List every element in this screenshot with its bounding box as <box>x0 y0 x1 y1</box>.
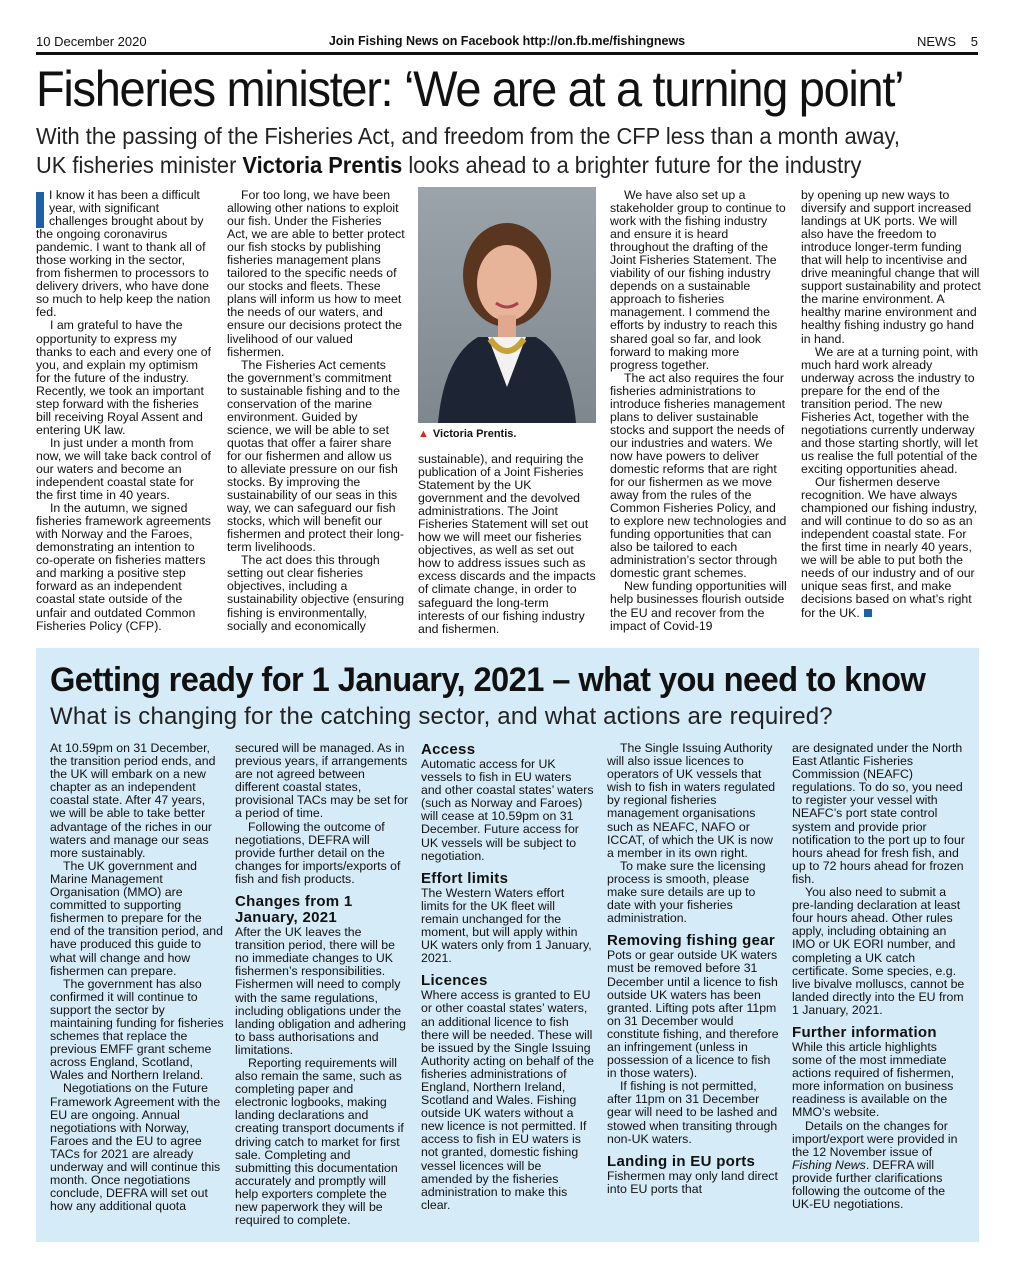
standfirst <box>36 122 984 180</box>
issue-date: 10 December 2020 <box>36 34 147 49</box>
caption-arrow-icon: ▲ <box>418 428 429 440</box>
end-of-article-icon <box>864 609 872 617</box>
panel-paragraph: Automatic access for UK vessels to fish in EU waters and other coastal states’ waters (such as Norway and Faroes) will cease at 10.59pm on 31 December. Future access for UK vessels will be subject to negotiation. <box>421 757 594 863</box>
article-paragraph: The act also requires the four fisheries administrations to introduce fisheries management plans to deliver sustainable stocks and support the needs of our industries and waters. We now have powers to deliver domestic reforms that are right for our fishermen as we move away from the rules of the Common Fisheries Policy, and to explore new technologies and funding opportunities that can also be tailored to each administration’s sector through domestic grant schemes. <box>610 370 787 581</box>
page-number: 5 <box>970 34 978 49</box>
photo-caption: ▲ Victoria Prentis. <box>418 428 517 440</box>
panel-column-4 <box>607 742 781 1230</box>
panel-paragraph: Where access is granted to EU or other coastal states’ waters, an additional licence to fish there will be needed. These will be issued by the Single Issuing Authority acting on behalf of the fisheries administrations of England, Northern Ireland, Scotland and Wales. Fishing outside UK waters without a new licence is not permitted. If access to fish in EU waters is not granted, domestic fishing vessel licences will be amended by the fisheries administration to make this clear. <box>421 988 594 1212</box>
panel-paragraph: The Single Issuing Authority will also issue licences to operators of UK vessels that wish to fish in waters regulated by regional fisheries management organisations such as NEAFC, NAFO or ICCAT, of which the UK is now a member in its own right. <box>607 742 776 860</box>
panel-paragraph: The Western Waters effort limits for the UK fleet will remain unchanged for the moment, but will apply within UK waters only from 1 January, 2021. <box>421 885 592 966</box>
panel-paragraph: secured will be managed. As in previous years, if arrangements are not agreed between different coastal states, provisional TACs may be set for a period of time. <box>235 742 409 821</box>
minister-name: Victoria Prentis <box>242 152 403 178</box>
article-paragraph: The act does this through setting out clear fisheries objectives, including a sustainability objective (ensuring fishing is environmentally, socially and economically <box>227 553 405 633</box>
article-paragraph: We have also set up a stakeholder group to continue to work with the fishing industry and ensure it is heard throughout the drafting of the Joint Fisheries Statement. The viability of our fishing industry depends on a sustainable approach to fisheries management. I commend the efforts by industry to reach this shared goal so far, and look forward to making more progress together. <box>610 189 786 372</box>
publication-name: Fishing News <box>792 1157 866 1172</box>
article-paragraph: New funding opportunities will help businesses flourish outside the EU and recover from the impact of Covid-19 <box>610 579 787 633</box>
panel-subheading: Changes from 1 January, 2021 <box>235 893 353 927</box>
masthead <box>36 34 978 52</box>
panel-paragraph: After the UK leaves the transition period, there will be no immediate changes to UK fishermen’s responsibilities. Fishermen will need to comply with the same regulations, including obligations under the landing obligation and adhering to bass authorisations and limitations. <box>235 925 406 1057</box>
header-rule <box>36 52 978 55</box>
panel-paragraph: Pots or gear outside UK waters must be removed before 31 December until a licence to fish outside UK waters has been granted. Lifting pots after 11pm on 31 December would constitute fishing, and therefore an infringement (unless in possession of a licence to fish in those waters). <box>607 948 779 1081</box>
article-paragraph: In just under a month from now, we will take back control of our waters and become an independent coastal state for the first time in 40 years. <box>36 435 211 503</box>
panel-subheading: Removing fishing gear <box>607 932 775 950</box>
panel-paragraph: At 10.59pm on 31 December, the transition period ends, and the UK will embark on a new chapter as an independent coastal state. After 47 years, we will be able to take better advantage of the riches in our waters and manage our seas more sustainably. <box>50 742 216 860</box>
article-column-1 <box>36 189 211 641</box>
standfirst-line-2: UK fisheries minister Victoria Prentis looks ahead to a brighter future for the industry <box>36 152 862 178</box>
panel-paragraph: To make sure the licensing process is smooth, please make sure details are up to date with your fisheries administration. <box>607 858 766 926</box>
panel-column-1 <box>50 742 224 1230</box>
panel-paragraph: are designated under the North East Atlantic Fisheries Commission (NEAFC) regulations. To do so, you need to register your vessel with NEAFC’s port state control system and provide prior notification to the port up to four hours ahead for fresh fish, and up to 72 hours ahead for frozen fish. <box>792 742 965 886</box>
section-name: NEWS <box>917 34 956 49</box>
panel-subtitle: What is changing for the catching sector, and what actions are required? <box>50 703 833 730</box>
panel-subheading: Further information <box>792 1023 937 1041</box>
panel-paragraph: Reporting requirements will also remain the same, such as completing paper and electronic logbooks, making landing declarations and creating transport documents if driving catch to market for first sale. Completing and submitting this documentation accurately and promptly will help exporters complete the new paperwork they will be required to complete. <box>235 1055 404 1228</box>
panel-title: Getting ready for 1 January, 2021 – what you need to know <box>50 661 926 699</box>
article-column-4 <box>610 189 788 641</box>
panel-paragraph: Fishermen may only land direct into EU ports that <box>607 1168 778 1196</box>
panel-column-3 <box>421 742 595 1230</box>
panel-paragraph: While this article highlights some of the most immediate actions required of fishermen, more information on business readiness is available on the MMO’s website. <box>792 1039 954 1120</box>
article-column-5 <box>801 189 981 641</box>
article-paragraph: Our fishermen deserve recognition. We have always championed our fishing industry, and will continue to do so as an independent coastal state. For the first time in nearly 40 years, we will be able to put both the needs of our industry and of our unique seas first, and make decisions based on what’s right for the UK. <box>801 475 978 620</box>
article-paragraph: In the autumn, we signed fisheries framework agreements with Norway and the Faroes, demonstrating an intention to co-operate on fisheries matters and marking a positive step forward as an independent coastal state outside of the unfair and outdated Common Fisheries Policy (CFP). <box>36 501 211 633</box>
article-paragraph: sustainable), and requiring the publication of a Joint Fisheries Statement by the UK government and the devolved administrations. The Joint Fisheries Statement will set out how we will meet our fisheries objectives, as well as set out how to address issues such as excess discards and the impacts of climate change, in order to safeguard the long-term interests of our fishing industry and fishermen. <box>418 453 596 636</box>
panel-paragraph: If fishing is not permitted, after 11pm on 31 December gear will need to be lashed and stowed when transiting through non-UK waters. <box>607 1079 778 1146</box>
article-paragraph: We are at a turning point, with much hard work already underway across the industry to prepare for the end of the transition period. The new Fisheries Act, together with the negotiations currently underway and those starting shortly, will let us realise the full potential of the exciting opportunities ahead. <box>801 344 979 476</box>
panel-paragraph: Details on the changes for import/export were provided in the 12 November issue of Fishing News. DEFRA will provide further clarifications following the outcome of the UK-EU negotiations. <box>792 1118 958 1212</box>
panel-paragraph: Following the outcome of negotiations, DEFRA will provide further detail on the changes for imports/exports of fish and fish products. <box>235 819 401 886</box>
panel-subheading: Effort limits <box>421 869 509 887</box>
panel-paragraph: The UK government and Marine Management Organisation (MMO) are committed to supporting fishermen to prepare for the end of the transition period, and have produced this guide to what will change and how fishermen can prepare. <box>50 858 223 978</box>
drop-cap-bar <box>36 192 44 228</box>
standfirst-line-1: With the passing of the Fisheries Act, and freedom from the CFP less than a month away, <box>36 123 900 149</box>
panel-subheading: Landing in EU ports <box>607 1152 756 1170</box>
article-paragraph: by opening up new ways to diversify and support increased landings at UK ports. We will also have the freedom to introduce longer-term funding that will help to incentivise and drive meaningful change that will support sustainability and protect the marine environment. A healthy marine environment and healthy fishing industry go hand in hand. <box>801 189 981 346</box>
article-paragraph: The Fisheries Act cements the government’s commitment to sustainable fishing and to the conservation of the marine environment. Guided by science, we will be able to set quotas that offer a fairer share for our fishermen and allow us to alleviate pressure on our fish stocks. By improving the sustainability of our seas in this way, we can safeguard our fish stocks, which will benefit our fishermen and protect their long-term livelihoods. <box>227 357 405 555</box>
panel-subheading: Licences <box>421 972 488 990</box>
panel-column-2 <box>235 742 409 1230</box>
panel-paragraph: The government has also confirmed it will continue to support the sector by maintaining funding for fisheries schemes that replace the previous EMFF grant scheme across England, Scotland, Wales and Northern Ireland. <box>50 976 224 1083</box>
portrait-illustration <box>418 187 596 423</box>
article-column-3 <box>418 453 598 643</box>
article-paragraph: For too long, we have been allowing other nations to exploit our fish. Under the Fisheries Act, we are able to better protect our fish stocks by publishing fisheries management plans tailored to the specific needs of our stocks and fleets. These plans will inform us how to meet the needs of our waters, and ensure our decisions protect the livelihood of our valued fishermen. <box>227 189 405 359</box>
article-paragraph: I am grateful to have the opportunity to express my thanks to each and every one of you, and explain my optimism for the future of the industry. Recently, we took an important step forward with the fisheries bill receiving Royal Assent and entering UK law. <box>36 318 211 437</box>
panel-paragraph: You also need to submit a pre-landing declaration at least four hours ahead. Other rules apply, including obtaining an IMO or UK EORI number, and completing a UK catch certificate. Some species, e.g. live bivalve molluscs, cannot be landed directly into the EU from 1 January, 2021. <box>792 885 965 1017</box>
article-paragraph: I know it has been a difficult year, with significant challenges brought about by the ongoing coronavirus pandemic. I want to thank all of those working in the sector, from fishermen to processors to delivery drivers, who have done so much to help keep the nation fed. <box>36 189 211 320</box>
article-column-2 <box>227 189 405 641</box>
headline: Fisheries minister: ‘We are at a turning point’ <box>36 61 904 117</box>
panel-subheading: Access <box>421 742 476 758</box>
panel-paragraph: Negotiations on the Future Framework Agreement with the EU are ongoing. Annual negotiations with Norway, Faroes and the EU to agree TACs for 2021 are already underway and will continue this month. Once negotiations conclude, DEFRA will set out how any additional quota <box>50 1081 221 1214</box>
minister-photo <box>418 187 596 423</box>
facebook-promo[interactable]: Join Fishing News on Facebook http://on.fb.me/fishingnews <box>328 34 686 48</box>
panel-column-5 <box>792 742 968 1230</box>
